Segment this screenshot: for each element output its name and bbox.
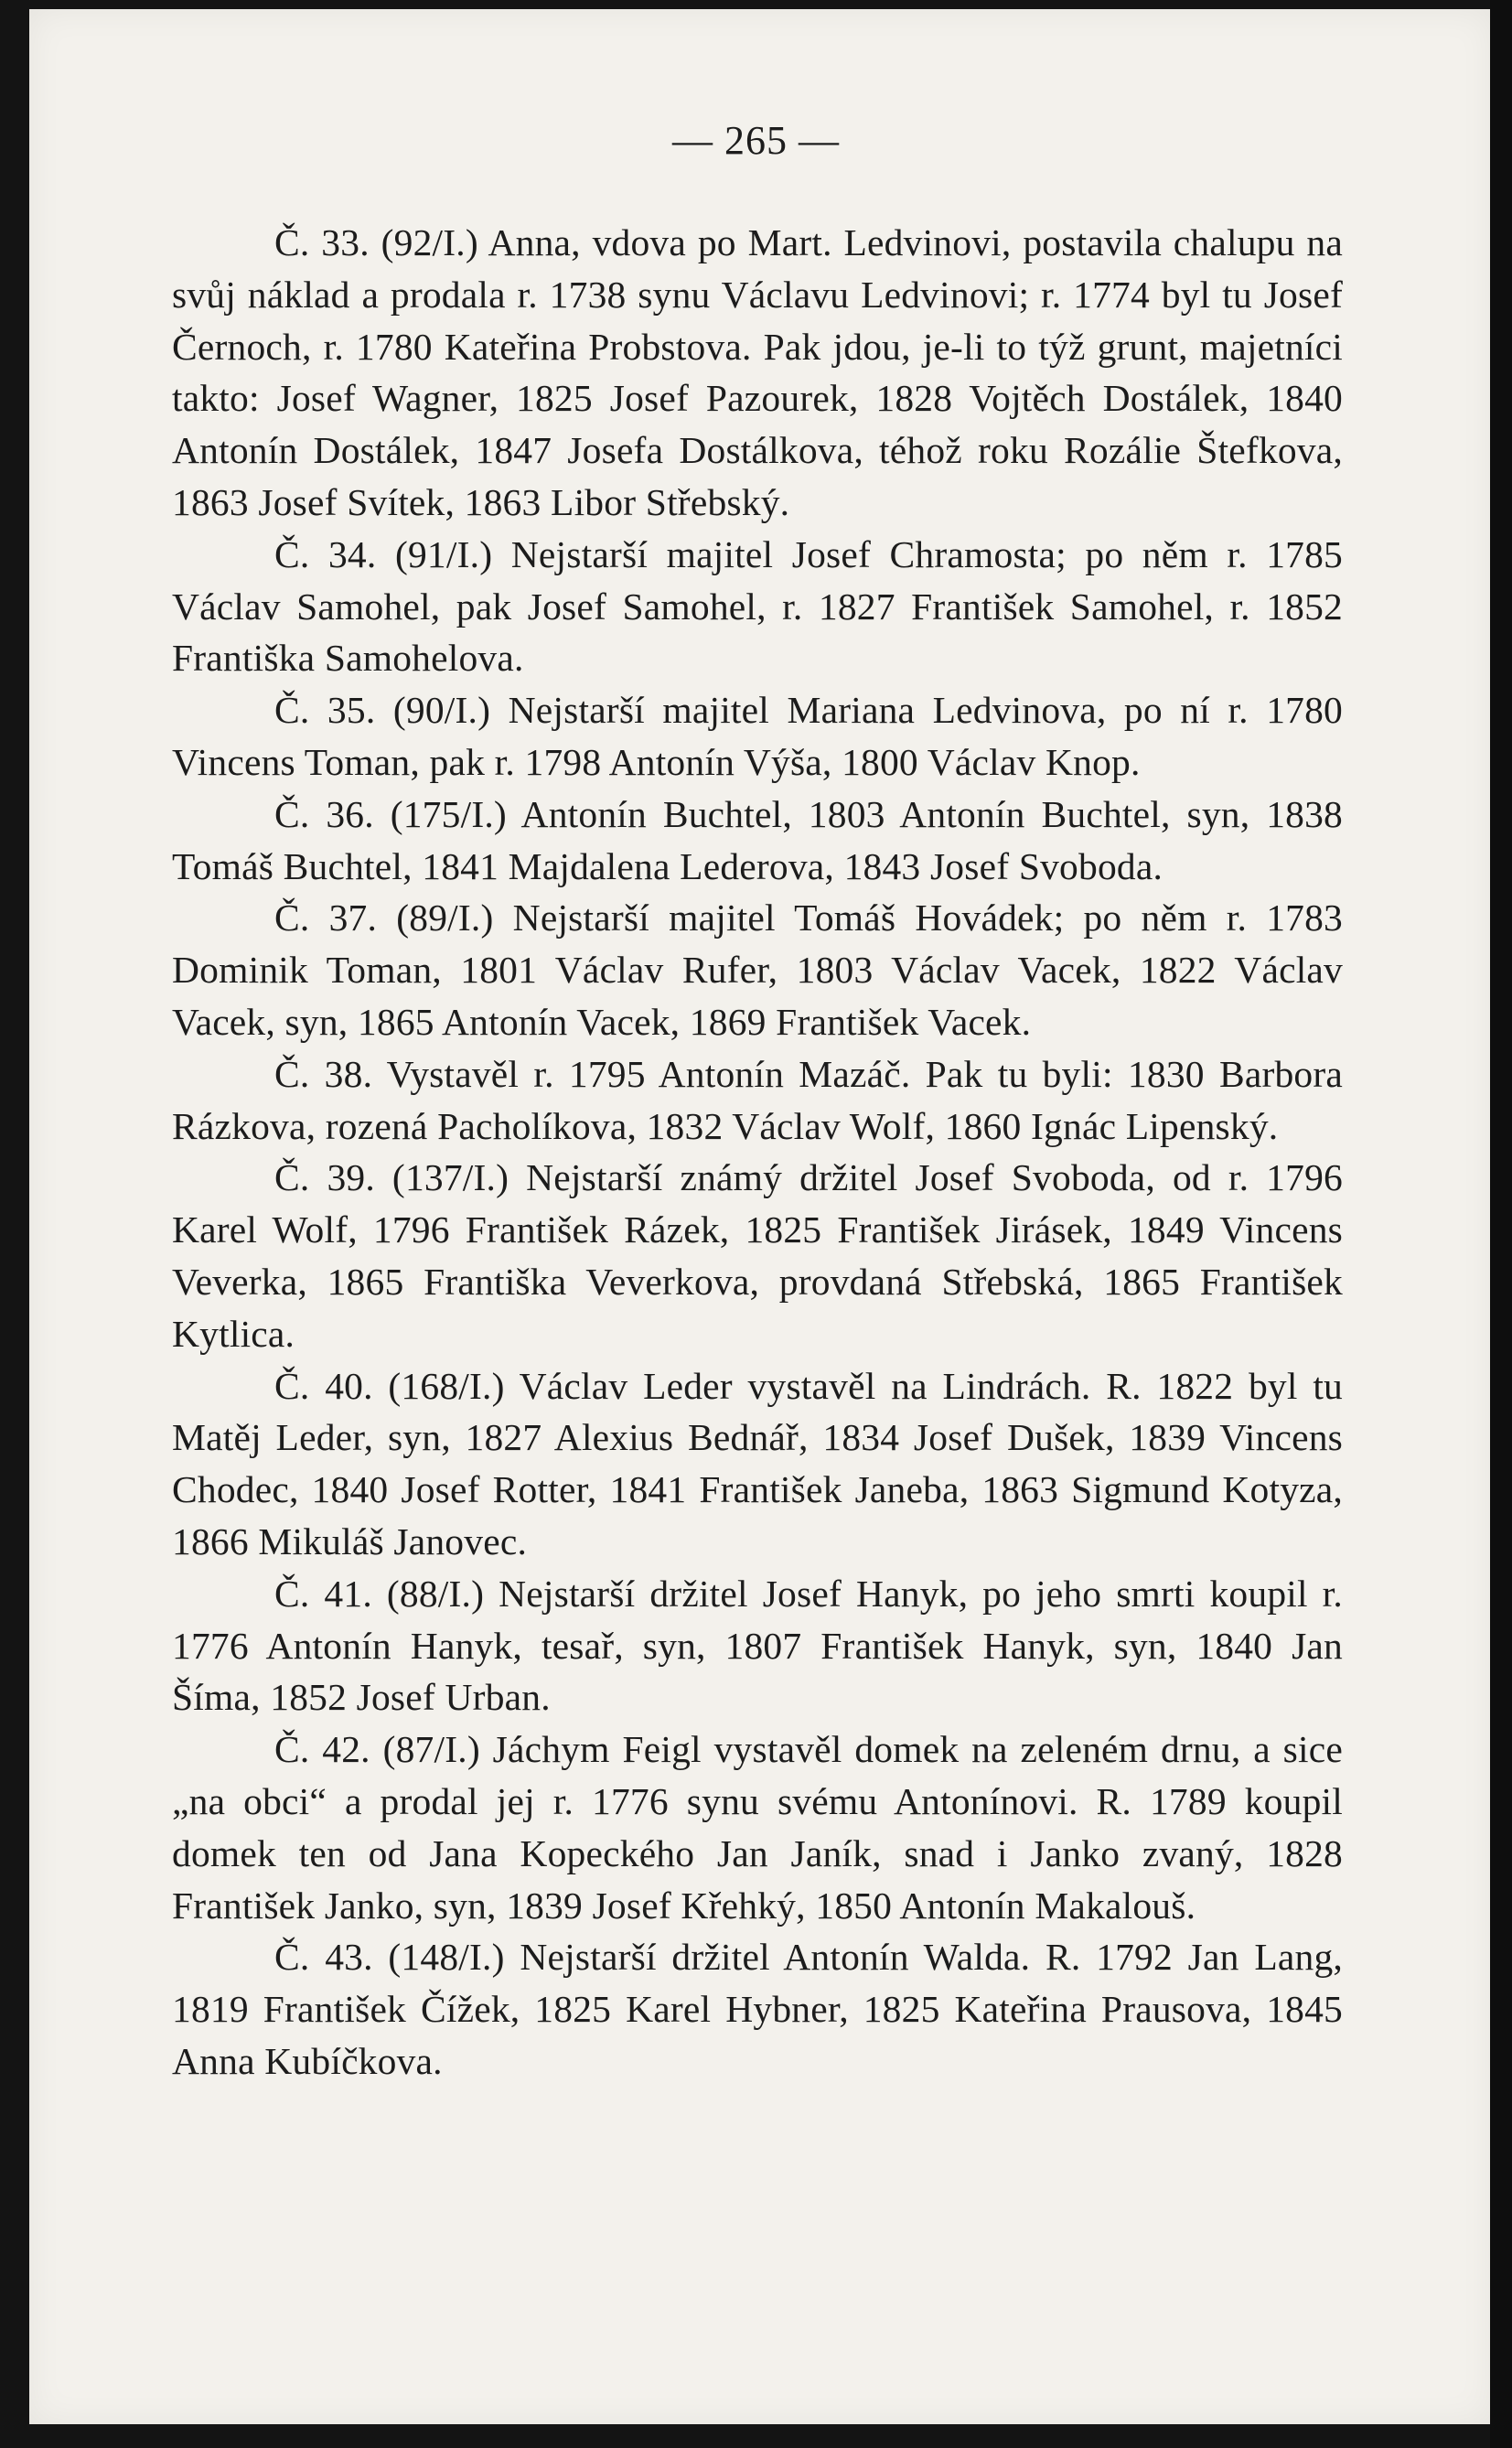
entry-37: Č. 37. (89/I.) Nejstarší majitel Tomáš Hovádek; po něm r. 1783 Dominik Toman, 1801 Václav Rufer, 1803 Václav Vacek, 1822 Václav Vacek, syn, 1865 Antonín Vacek, 1869 František Vacek. — [172, 897, 1343, 1043]
entry-41: Č. 41. (88/I.) Nejstarší držitel Josef Hanyk, po jeho smrti koupil r. 1776 Antonín Hanyk, tesař, syn, 1807 František Hanyk, syn, 1840 Jan Šíma, 1852 Josef Urban. — [172, 1572, 1343, 1719]
entry-36: Č. 36. (175/I.) Antonín Buchtel, 1803 Antonín Buchtel, syn, 1838 Tomáš Buchtel, 1841 Majdalena Lederova, 1843 Josef Svoboda. — [172, 792, 1343, 887]
entry-40: Č. 40. (168/I.) Václav Leder vystavěl na Lindrách. R. 1822 byl tu Matěj Leder, syn, 1827 Alexius Bednář, 1834 Josef Dušek, 1839 Vincens Chodec, 1840 Josef Rotter, 1841 František Janeba, 1863 Sigmund Kotyza, 1866 Mikuláš Janovec. — [172, 1364, 1343, 1562]
entry-35: Č. 35. (90/I.) Nejstarší majitel Mariana Ledvinova, po ní r. 1780 Vincens Toman, pak r. 1798 Antonín Výša, 1800 Václav Knop. — [172, 689, 1343, 783]
entry-38: Č. 38. Vystavěl r. 1795 Antonín Mazáč. Pak tu byli: 1830 Barbora Rázkova, rozená Pacholíkova, 1832 Václav Wolf, 1860 Ignác Lipenský. — [172, 1052, 1343, 1147]
body-text — [172, 217, 1343, 2088]
page-number: — 265 — — [672, 118, 840, 163]
page-edge-shadow — [1490, 0, 1512, 2448]
entry-42: Č. 42. (87/I.) Jáchym Feigl vystavěl domek na zeleném drnu, a sice „na obci“ a prodal jej r. 1776 synu svému Antonínovi. R. 1789 koupil domek ten od Jana Kopeckého Jan Janík, snad i Janko zvaný, 1828 František Janko, syn, 1839 Josef Křehký, 1850 Antonín Makalouš. — [172, 1728, 1343, 1927]
entry-34: Č. 34. (91/I.) Nejstarší majitel Josef Chramosta; po něm r. 1785 Václav Samohel, pak Josef Samohel, r. 1827 František Samohel, r. 1852 Františka Samohelova. — [172, 532, 1343, 680]
entry-39: Č. 39. (137/I.) Nejstarší známý držitel Josef Svoboda, od r. 1796 Karel Wolf, 1796 František Rázek, 1825 František Jirásek, 1849 Vincens Veverka, 1865 Františka Veverkova, provdaná Střebská, 1865 František Kytlica. — [172, 1156, 1343, 1355]
entry-43: Č. 43. (148/I.) Nejstarší držitel Antonín Walda. R. 1792 Jan Lang, 1819 František Čížek, 1825 Karel Hybner, 1825 Kateřina Prausova, 1845 Anna Kubíčkova. — [172, 1936, 1343, 2082]
entry-33: Č. 33. (92/I.) Anna, vdova po Mart. Ledvinovi, postavila chalupu na svůj náklad a prodala r. 1738 synu Václavu Ledvinovi; r. 1774 byl tu Josef Černoch, r. 1780 Kateřina Probstova. Pak jdou, je-li to týž grunt, majetníci takto: Josef Wagner, 1825 Josef Pazourek, 1828 Vojtěch Dostálek, 1840 Antonín Dostálek, 1847 Josefa Dostálkova, téhož roku Rozálie Štefkova, 1863 Josef Svítek, 1863 Libor Střebský. — [172, 221, 1343, 523]
